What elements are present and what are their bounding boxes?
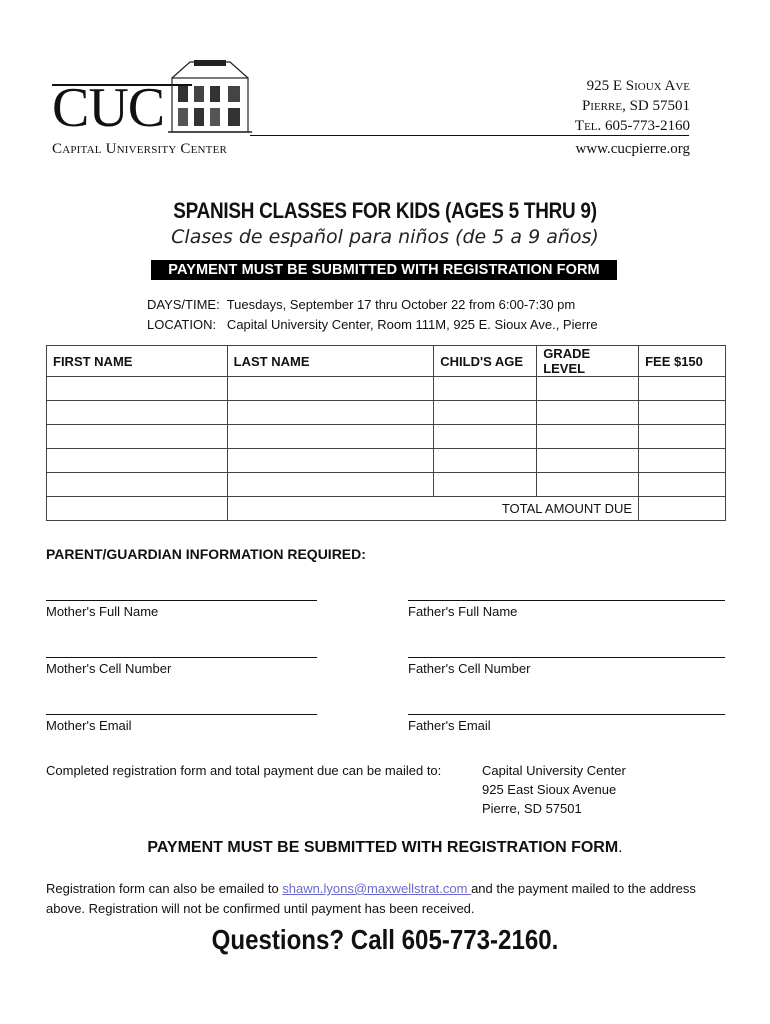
- location: LOCATION: Capital University Center, Room 111M, 925 E. Sioux Ave., Pierre: [147, 317, 598, 332]
- first-name-cell[interactable]: [47, 449, 228, 473]
- fee-cell[interactable]: [639, 401, 726, 425]
- first-name-cell[interactable]: [47, 473, 228, 497]
- table-row: [47, 377, 726, 401]
- age-cell[interactable]: [434, 425, 537, 449]
- first-name-cell[interactable]: [47, 425, 228, 449]
- father-name-field[interactable]: [408, 600, 725, 601]
- age-cell[interactable]: [434, 449, 537, 473]
- mother-name-field[interactable]: [46, 600, 317, 601]
- father-cell-field[interactable]: [408, 657, 725, 658]
- total-spacer-cell: [47, 497, 228, 521]
- father-email-field[interactable]: [408, 714, 725, 715]
- first-name-cell[interactable]: [47, 377, 228, 401]
- email-link[interactable]: shawn.lyons@maxwellstrat.com: [282, 881, 472, 896]
- fee-cell[interactable]: [639, 473, 726, 497]
- table-row: [47, 449, 726, 473]
- header-last-name: LAST NAME: [227, 346, 434, 377]
- grade-cell[interactable]: [537, 401, 639, 425]
- building-illustration: [168, 58, 252, 134]
- total-amount-cell[interactable]: [639, 497, 726, 521]
- address-street: 925 E Sioux Ave: [586, 78, 690, 94]
- grade-cell[interactable]: [537, 449, 639, 473]
- payment-notice-period: .: [618, 839, 623, 856]
- header-first-name: FIRST NAME: [47, 346, 228, 377]
- page-subtitle: Clases de español para niños (de 5 a 9 años): [171, 226, 599, 248]
- page-title: SPANISH CLASSES FOR KIDS (AGES 5 THRU 9): [173, 198, 597, 223]
- parent-section-heading: PARENT/GUARDIAN INFORMATION REQUIRED:: [46, 546, 366, 562]
- payment-banner: PAYMENT MUST BE SUBMITTED WITH REGISTRATION FORM: [151, 260, 617, 280]
- mailing-instructions: Completed registration form and total payment due can be mailed to:: [46, 763, 442, 778]
- last-name-cell[interactable]: [227, 401, 434, 425]
- mother-name-label: Mother's Full Name: [46, 604, 159, 619]
- grade-cell[interactable]: [537, 425, 639, 449]
- grade-cell[interactable]: [537, 473, 639, 497]
- email-text-after: and the payment mailed to the address above. Registration will not be confirmed until payment has been received.: [46, 881, 696, 916]
- address-phone: Tel. 605-773-2160: [574, 118, 690, 134]
- mother-email-label: Mother's Email: [46, 718, 132, 733]
- header-fee: FEE $150: [639, 346, 726, 377]
- email-paragraph: [46, 879, 726, 919]
- age-cell[interactable]: [434, 377, 537, 401]
- last-name-cell[interactable]: [227, 377, 434, 401]
- mother-cell-field[interactable]: [46, 657, 317, 658]
- first-name-cell[interactable]: [47, 401, 228, 425]
- table-header-row: [47, 346, 726, 377]
- logo-abbr: CUC: [52, 77, 165, 139]
- age-cell[interactable]: [434, 473, 537, 497]
- questions-callout: Questions? Call 605-773-2160.: [211, 924, 559, 955]
- mailing-address-line1: Capital University Center: [482, 763, 626, 778]
- mother-cell-label: Mother's Cell Number: [46, 661, 172, 676]
- last-name-cell[interactable]: [227, 425, 434, 449]
- days-time: DAYS/TIME: Tuesdays, September 17 thru October 22 from 6:00-7:30 pm: [147, 297, 576, 312]
- logo-name: Capital University Center: [52, 141, 228, 157]
- last-name-cell[interactable]: [227, 449, 434, 473]
- father-cell-label: Father's Cell Number: [408, 661, 531, 676]
- mailing-address-line3: Pierre, SD 57501: [482, 801, 582, 816]
- payment-notice-text: PAYMENT MUST BE SUBMITTED WITH REGISTRATION FORM: [147, 839, 619, 856]
- payment-notice: [0, 839, 770, 857]
- fee-cell[interactable]: [639, 449, 726, 473]
- table-row: [47, 473, 726, 497]
- total-row: [47, 497, 726, 521]
- age-cell[interactable]: [434, 401, 537, 425]
- header-grade-level: GRADE LEVEL: [537, 346, 639, 377]
- mailing-address-line2: 925 East Sioux Avenue: [482, 782, 617, 797]
- address-city: Pierre, SD 57501: [581, 98, 690, 114]
- address-website: www.cucpierre.org: [575, 141, 690, 157]
- fee-cell[interactable]: [639, 425, 726, 449]
- header-childs-age: CHILD'S AGE: [434, 346, 537, 377]
- father-email-label: Father's Email: [408, 718, 491, 733]
- fee-cell[interactable]: [639, 377, 726, 401]
- last-name-cell[interactable]: [227, 473, 434, 497]
- table-row: [47, 425, 726, 449]
- grade-cell[interactable]: [537, 377, 639, 401]
- table-row: [47, 401, 726, 425]
- registration-table: [46, 345, 726, 521]
- email-text-before: Registration form can also be emailed to: [46, 881, 283, 896]
- mother-email-field[interactable]: [46, 714, 317, 715]
- father-name-label: Father's Full Name: [408, 604, 518, 619]
- header-rule: [250, 135, 689, 136]
- total-amount-label: TOTAL AMOUNT DUE: [227, 497, 638, 521]
